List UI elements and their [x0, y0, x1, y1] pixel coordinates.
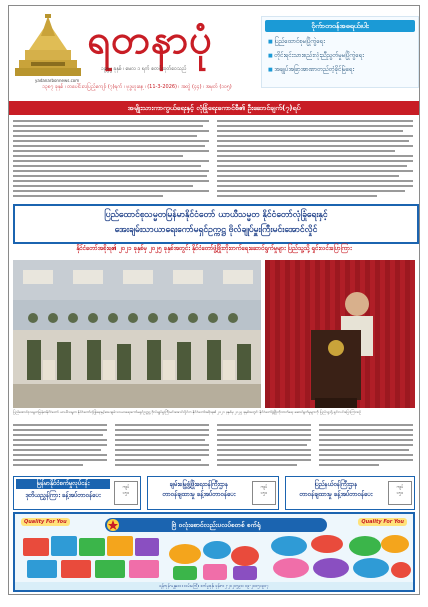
text-lines-placeholder	[217, 118, 415, 202]
plastics-advertisement	[13, 512, 415, 592]
quality-tag-left: Quality For You	[21, 518, 70, 526]
notice-subtitle: တာဝန်ချထားမှု ခန့်အပ်တာဝန်ပေး	[299, 491, 373, 498]
objectives-box	[261, 16, 419, 88]
price-tag: ကျပ် ၁၅၀	[114, 481, 138, 505]
notice-title: ချမ်းမြေ့ဖွံ့ဖြိုးရေးဝန်ကြီးဌာန	[169, 481, 229, 488]
lead-subheadline: နိုင်ငံတော်အစိုးရ၏ ၂၀၂၁ ခုနှစ်မှ ၂၀၂၅ ခုနှစ်အတွင်း နိုင်ငံတော်ဖွံ့ဖြိုးတိုးတက်ရေးဆောင်ရွက်မှုများ ပြည်သူ့သို့ ရှင်းလင်းပြောကြား	[76, 245, 352, 252]
text-lines-placeholder	[13, 118, 211, 202]
notices-strip	[9, 476, 419, 510]
advertiser-contact: ရန်ကုန်-မန္တလေး လမ်းမကြီး၊ စက်မှုဇုန်၊ ဖုန်း-၀၂-၂၀၂၀၅၉၀၊ ၀၉-၂၀၀၅၁၉၀၇	[15, 582, 413, 590]
plastic-containers-image-right	[267, 530, 411, 582]
speaker-image	[265, 260, 415, 408]
notice-subtitle: တာဝန်ချထားမှု ခန့်အပ်တာဝန်ပေး	[162, 491, 236, 498]
newspaper-front-page	[8, 5, 420, 595]
masthead	[11, 8, 261, 91]
objective-item: ■ တိုင်းရင်းသားစည်းလုံးညီညွတ်မှုမပြိုကွဲရေး	[268, 49, 418, 63]
website: yadanarbonnews.com	[35, 78, 80, 83]
notice-title: မြန်မာနိုင်ငံစက်မှုလုပ်ငန်း	[16, 479, 110, 489]
objectives-title: ဝိုက်ာတဝန်အဓရယ်၊ပါး	[265, 20, 415, 32]
newspaper-title: ရတနာပုံ	[87, 16, 213, 63]
price-tag: ကျပ် ၁၅၀	[252, 481, 276, 505]
text-lines-placeholder	[13, 422, 415, 472]
top-headline: အမျိုးသားကာကွယ်ရေးနှင့် လုံခြုံရေးကောင်စီ၏ ဦးဆောင်ချက်(၇)ရပ်	[9, 101, 419, 115]
article-column-right	[217, 118, 415, 202]
conference-hall-photo	[13, 260, 261, 408]
notice-box-2	[147, 476, 279, 510]
lead-article-body	[13, 422, 415, 472]
notice-box-1	[13, 476, 141, 510]
notice-title: ပြည်နယ်ဝန်ကြီးဌာန	[314, 481, 358, 488]
notice-subtitle: ဒုတိယညွှန်ကြား ခန့်အပ်တာဝန်ပေး	[25, 492, 101, 499]
lead-headline-line1: ပြည်ထောင်စုသမ္မတမြန်မာနိုင်ငံတော် ယာယီသမ္မတ နိုင်ငံတော်လုံခြုံရေးနှင့်	[104, 210, 328, 220]
issue-line: ၁၃၈၇ ခုနှစ် ၊ တပေါင်းလပြည့်ကျော် (၇)ရက် ၊ ဗုဒ္ဓဟူးနေ့ ၊ (11-3-2026) ၊ အတွဲ (၄၄) ၊ အမှတ် (၁၀၅)	[42, 84, 232, 90]
price-tag: ကျပ် ၁၅၀	[388, 481, 412, 505]
lead-headline-line2: အေးချမ်းသာယာရေးကော်မရှင်ဥက္ကဋ္ဌ ဗိုလ်ချုပ်မှူးကြီးမင်းအောင်လှိုင်	[114, 225, 318, 235]
notice-box-3	[285, 476, 415, 510]
founded-line: ၁၉၅၂ ခုနှစ် ၊ မေလ ၁ ရက် စတင်ထုတ်ဝေသည်	[101, 66, 187, 72]
pagoda-logo-icon	[15, 14, 81, 76]
lead-headline-box	[13, 204, 419, 244]
article-column-left	[13, 118, 211, 202]
photo-caption: ပြည်ထောင်စုသမ္မတမြန်မာနိုင်ငံတော် ယာယီသမ္မတ နိုင်ငံတော်လုံခြုံရေးနှင့်အေးချမ်းသာယာရေးကော်မရှင်ဥက္ကဋ္ဌ ဗိုလ်ချုပ်မှူးကြီးမင်းအောင်လှိုင်က နိုင်ငံတော်အစိုးရ၏ ၂၀၂၁ ခုနှစ်မှ ၂၀၂၅ ခုနှစ်အတွင်း နိုင်ငံတော်ဖွံ့ဖြိုးတိုးတက်ရေး ဆောင်ရွက်မှုများကို ပြည်သူ့သို့ ရှင်းလင်းပြောကြားစဉ်	[13, 410, 361, 414]
quality-tag-right: Quality For You	[358, 518, 407, 526]
plastic-containers-image-left	[21, 530, 161, 582]
objective-item: ■ အချုပ်အခြာအာဏာတည်တံ့ခိုင်မြဲရေး	[268, 63, 418, 77]
advertiser-banner: ဗြဲ ဝလုံးစောင်လည်းပလပ်စတစ် စက်ရုံ	[105, 518, 327, 532]
objective-item: ■ ပြည်ထောင်စုမပြိုကွဲရေး	[268, 35, 418, 49]
speaker-podium-photo	[265, 260, 415, 408]
household-items-image	[165, 536, 261, 582]
audience-image	[13, 260, 261, 408]
